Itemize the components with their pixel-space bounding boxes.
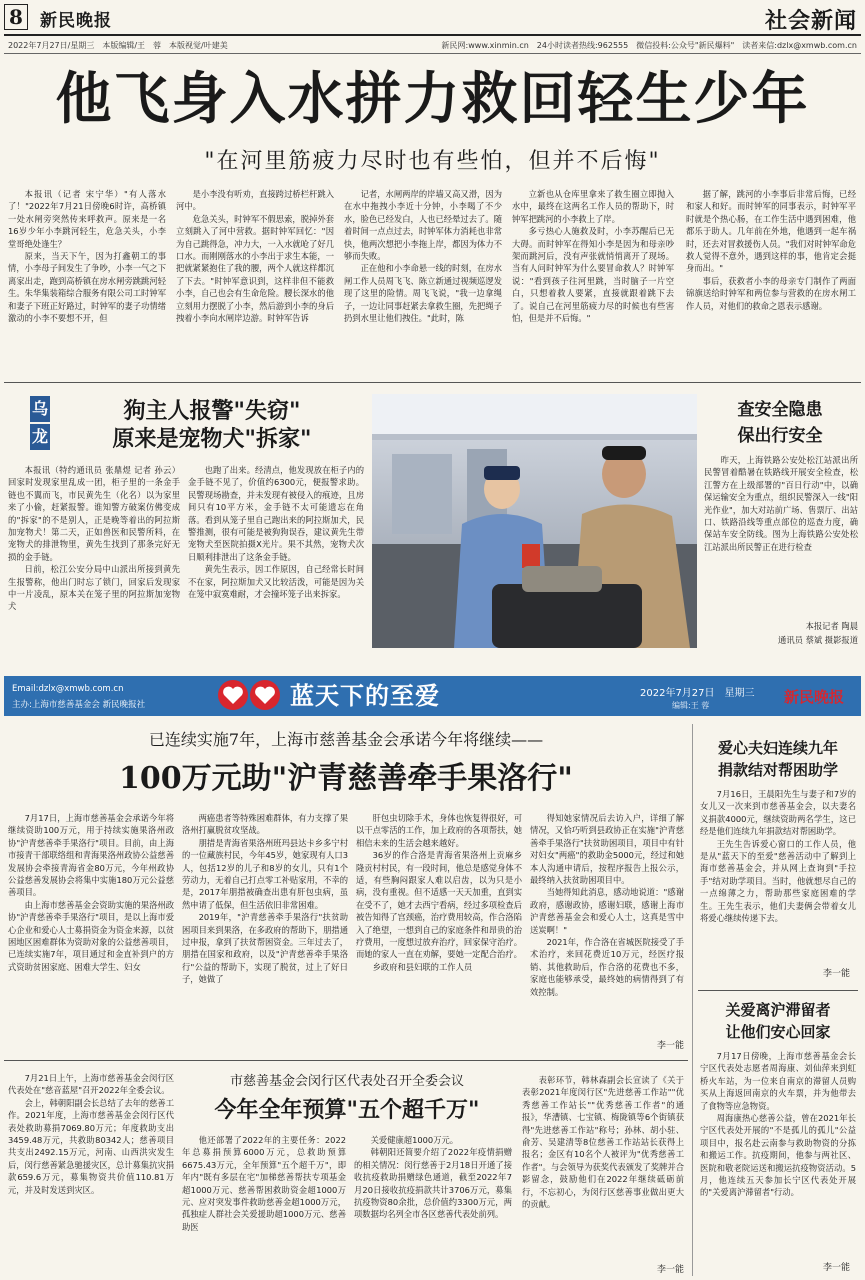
paragraph: 原来，当天下午，因为打鑫朝工的事情，小李母子间发生了争吵，小李一气之下离家出走，跑到高桥镇在房水闸旁跳跳河轻生。朱华集装箱综合服务有限公司工时钟军和妻子下班正好路过，时钟军的妻子功情绪激动的小李不要想不开，但 [8, 251, 166, 324]
sidebar-rule [698, 990, 858, 991]
paragraph: 危急关头，时钟军不假思索，脱掉外套立刻跳入了河中营救。据时钟军回忆："因为自己跳得急，冲力大，一入水就呛了好几口水。而刚刚落水的小李出于求生本能，一把就紧紧抱住了我的腰，两个人就这样都沉了下去。"时钟军意识到，这样非但不能救小李，自己也会有生命危险。腰长深水的他立刻用力摆脱了小李，然后游到小李的身后拽着小李向水闸岸边游。时钟军告诉 [176, 213, 334, 324]
paragraph: 多亏热心人施救及时，小李苏醒后已无大碍。而时钟军在得知小李是因为和母亲吵架而跳河后，没有声张就悄悄离开了现场。当有人问时钟军为什么要冒命救人？时钟军说："看到孩子往河里跳，当时脑子一片空白，只想着救人要紧，直接就跟着跳下去了。说自己在河里筋疲力尽的时候也有些害怕，但是并不后悔。" [512, 226, 674, 324]
lead-column-1: 本报讯（记者 宋宁华）"有人落水了！"2022年7月21日傍晚6时许，高桥镇一处水闸旁突然传来呼救声。原来是一名16岁少年小李跳河轻生，危急关头，小李堂哥绝处逢生？ 原来，当天下午，因为打鑫朝工的事情，小李母子间发生了争吵，小李一气之下离家出走，跑到高桥镇在房水闸旁跳跳河轻生。朱华集装箱综合服务有限公司工时钟军和妻子下班正好路过，时钟军的妻子功情绪激动的小李不要想不开，但 [8, 189, 166, 324]
security-photo [372, 394, 697, 648]
masthead-rule-2 [4, 53, 861, 54]
charity-column-4: 得知她家情况后去访入户，详细了解情况，又恰巧听到县政协正在实施"沪青慈善牵手果洛行"扶贫助困项目，项目中有针对妇女"两癌"的救助金5000元，经过和她本人沟通申请后，按程序报告上报公示，最终纳入扶贫助困项目中。 当她得知此消息，感动地说道："感谢政府，感谢政协，感谢妇联，感谢上海市沪青慈善基金会和爱心人士，这真是雪中送炭啊！" 2021年，作合洛在省城医院接受了手术治疗，来回花费近10万元，经医疗报销、其他救助后，作合洛的花费也不多，家庭也能够承受，最终她的病情得到了有效控制。 [530, 813, 684, 997]
dog-tag-bottom: 龙 [30, 424, 50, 450]
sidebar1-headline-2: 捐款结对帮困助学 [717, 761, 838, 779]
dog-tag-top: 乌 [30, 396, 50, 422]
security-photo-image [372, 394, 697, 648]
banner-paper: 新民晚报 [784, 688, 845, 706]
dog-headline-1: 狗主人报警"失窃" [123, 399, 301, 424]
lead-column-4: 立新也从仓库里拿来了救生圈立即抛入水中，最终在这两名工作人员的帮助下，时钟军把跳河的小李救上了岸。 多亏热心人施救及时，小李苏醒后已无大碍。而时钟军在得知小李是因为和母亲吵架而跳河后，没有声张就悄悄离开了现场。当有人问时钟军为什么要冒命救人？时钟军说："看到孩子往河里跳，当时脑子一片空白，只想着救人要紧，直接就跟着跳下去了。说自己在河里筋疲力尽的时候也有些害怕，但是并不后悔。" [512, 189, 674, 324]
dog-headline-2: 原来是宠物犬"拆家" [112, 427, 312, 452]
masthead-rule [4, 34, 861, 36]
sidebar2-headline-1: 关爱离沪滞留者 [725, 1001, 831, 1019]
sidebar2-body: 7月17日傍晚，上海市慈善基金会长宁区代表处志愿者周海康、刘仙萍来到虹桥火车站，为一位来自南京的滞留人员购买从上海返回南京的火车票，并为他带去了食物等应急物资。 周海康热心慈善公益，曾在2021年长宁区代表处开展的"不是孤儿的孤儿"公益项目中，报名赴云南参与救助物资的分拣和搬运工作。抗疫期间，他参与两社区、医院和敬老院运送和搬运抗疫物资活动。5月，他连续五天参加长宁区代表处开展的"关爱离沪滞留者"行动。 [700, 1051, 856, 1198]
charity-column-3: 肝包虫切除手术，身体也恢复得很好，可以干点零活的工作，加上政府的各项帮扶，她相信未来的生活会越来越好。 36岁的作合洛是青海省果洛州上贡麻乡隆贡村村民，有一段时间，他总是感觉身体不适，有些胸闷跟家人难以启齿，以为只是小病，没有重视。但不适感一天天加重，直到实在受不了，她才去西宁看病，经过多项检查后被告知得了宫颈癌，治疗费用较高，作合洛陷入了绝望，一想到自己的家庭条件和昂贵的治疗费用，一度想过放弃治疗，回家保守治疗。而她的家人一直在劝解，要她一定配合治疗。 乡政府和县妇联的工作人员 [356, 813, 522, 972]
banner-sponsor: 主办:上海市慈善基金会 新民晚报社 [12, 700, 146, 710]
lead-bottom-rule [4, 382, 861, 383]
security-body: 昨天，上海铁路公安处松江站派出所民警冒着酷暑在铁路线开展安全检查，松江警方在上级部署的"百日行动"中，以确保运输安全为重点，组织民警深入一线"阳光作业"，加大对站前广场、售票厅、出站口、铁路沿线等重点部位的巡查力度，确保站车安全防线。图为上海铁路公安处松江站派出所民警正在进行检查 [704, 455, 858, 552]
charity-headline: 100万元助"沪青慈善牵手果洛行" [119, 761, 573, 796]
security-byline-1: 本报记者 陶晨 [805, 621, 858, 631]
lead-headline: 他飞身入水拼力救回轻生少年 [55, 67, 810, 132]
paragraph: 周海康热心慈善公益，曾在2021年长宁区代表处开展的"不是孤儿的孤儿"公益项目中，报名赴云南参与救助物资的分拣和搬运工作。抗疫期间，他参与两社区、医院和敬老院运送和搬运抗疫物资活动。5月，他连续五天参加长宁区代表处开展的"关爱离沪滞留者"行动。 [700, 1113, 856, 1198]
bottom-kicker: 市慈善基金会闵行区代表处召开全委会议 [229, 1074, 464, 1089]
lead-column-2: 是小李没有听劝，直接跨过桥栏杆跳入河中。 危急关头，时钟军不假思索，脱掉外套立刻跳入了河中营救。据时钟军回忆："因为自己跳得急，冲力大，一入水就呛了好几口水。而刚刚落水的小李出于求生本能，一把就紧紧抱住了我的腰，两个人就这样都沉了下去。"时钟军意识到，这样非但不能救小李，自己也会有生命危险。腰长深水的他立刻用力摆脱了小李，然后游到小李的身后拽着小李向水闸岸边游。时钟军告诉 [176, 189, 334, 324]
paragraph: 朋措是青海省果洛州班玛县达卡乡多宁村的一位藏族村民，今年45岁，她家现有人口3人，包括12岁的儿子和8岁的女儿，只有1个劳动力，无着自己打点零工补贴家用，不幸的是，2017年朋措被确查出患有肝包虫病，虽然申请了低保，但生活依旧非常困难。 [182, 837, 348, 910]
security-headline-1: 查安全隐患 [737, 400, 823, 420]
contact-line: 新民网:www.xinmin.cn 24小时读者热线:962555 微信投料:公众号"新民爆料" 读者来信:dzlx@xmwb.com.cn [441, 41, 857, 50]
bottom-headline: 今年全年预算"五个超千万" [214, 1098, 480, 1123]
banner-editor: 编辑:王 蓉 [672, 701, 710, 710]
sidebar2-byline: 李一能 [822, 1263, 850, 1273]
paragraph: 黄先生表示，因工作原因，自己经常长时间不在家，阿拉斯加犬又比较活泼，可能是因为关在笼中寂寞难耐，才会撞坏笼子出来拆家。 [188, 564, 364, 600]
bottom-column-2: 关爱健康超1000万元。 韩朝阳还简要介绍了2022年疫情捐赠的相关情况：闵行慈善于2月18日开通了接收抗疫救助捐赠绿色通道，截至2022年7月20日接收抗疫捐款共计3706万元，募集抗疫物资80余批，总价值约3300万元，两项数据均名列全市各区慈善代表处前列。 [354, 1135, 512, 1220]
paragraph: 会上，韩朝阳副会长总结了去年的慈善工作。2021年度，上海市慈善基金会闵行区代表处救助募捐7069.80万元；年度救助支出3459.48万元，共救助80342人；慈善项目共支出2492.15万元，河南、山西洪灾发生后，闵行慈善紧急驰援灾区，总计募集抗灾捐款659.6万元，募集物资共价值110.81万元，并及时发送到灾区。 [8, 1097, 174, 1195]
paragraph: 36岁的作合洛是青海省果洛州上贡麻乡隆贡村村民，有一段时间，他总是感觉身体不适，有些胸闷跟家人难以启齿，以为只是小病，没有重视。但不适感一天天加重，直到实在受不了，她才去西宁看病，经过多项检查后被告知得了宫颈癌，治疗费用较高，作合洛陷入了绝望，一想到自己的家庭条件和昂贵的治疗费用，一度想过放弃治疗，回家保守治疗。而她的家人一直在劝解，要她一定配合治疗。 [356, 850, 522, 960]
paper-name: 新民晚报 [40, 11, 112, 31]
paragraph: 2021年，作合洛在省城医院接受了手术治疗，来回花费近10万元，经医疗报销、其他救助后，作合洛的花费也不多，家庭也能够承受，最终她的病情得到了有效控制。 [530, 937, 684, 997]
sidebar2-headline-2: 让他们安心回家 [725, 1023, 831, 1041]
security-headline-2: 保出行安全 [737, 426, 823, 446]
charity-column-1: 7月17日，上海市慈善基金会承诺今年将继续资助100万元，用于持续实施果洛州政协"沪青慈善牵手果洛行"项目。目前，由上海市接青干部联络组和青海果洛州政协公益慈善发展协会牵接青海省金80万元，今年州政协公益慈善发展协会将集中实施180万元公益慈善项目。 由上海市慈善基金会资助实施的果洛州政协"沪青慈善牵手果洛行"项目，是以上海市爱心企业和爱心人士募捐资金为资金来源，以贫困地区困难群体为资助对象的公益慈善项目，已连续实施7年，项目通过和金直补到户的方式资助贫困家庭、困难大学生、妇女 [8, 813, 174, 972]
charity-kicker: 已连续实施7年，上海市慈善基金会承诺今年将继续—— [148, 730, 544, 749]
charity-column-2: 两癌患者等特殊困难群体，有力支撑了果洛州打赢脱贫攻坚战。 朋措是青海省果洛州班玛县达卡乡多宁村的一位藏族村民，今年45岁，她家现有人口3人，包括12岁的儿子和8岁的女儿，只有1个劳动力，无着自己打点零工补贴家用，不幸的是，2017年朋措被确查出患有肝包虫病，虽然申请了低保，但生活依旧非常困难。 2019年，"沪青慈善牵手果洛行"扶贫助困项目来到果洛，在多政府的帮助下，朋措通过申报，拿到了扶贫帮困资金。三年过去了，朋措在国家和政府，以及"沪青慈善牵手果洛行"公益的帮助下，实现了脱贫，过上了好日子，她做了 [182, 813, 348, 985]
banner-heart-icon-2 [250, 680, 280, 710]
sidebar-divider [692, 724, 693, 1276]
lead-column-3: 记者，水闸两岸的岸墙又高又滑，因为在水中拖拽小李近十分钟，小李喝了不少水，脸色已经发白，人也已经晕过去了。随着时间一点点过去，时钟军体力消耗也非常快，他两次想把小李拖上岸，都因为体力不够而失败。 正在他和小李命悬一线的时刻，在房水闸工作人员周飞飞、陈立新通过视频巡逻发现了这里的险情。周飞飞说，"我一边拿绳子，一边让同事赶紧去拿救生圈，先把绳子扔到水里让他们拽住。"此时，陈 [344, 189, 502, 324]
dog-column-1: 本报讯（特约通讯员 张鼎煜 记者 孙云）回家时发现家里乱成一团，柜子里的一条金手链也不翼而飞，市民黄先生（化名）以为家里来了小偷，赶紧报警。谁知警方破案仿佛变成的"拆家"的不是别人，正是晚等着出的阿拉斯加宠物犬！第二天，正如兽医和民警所料，在宠物犬的排泄物里，黄先生找到了那条完好无损的金手链。 日前，松江公安分局中山派出所接到黄先生报警称，他出门时忘了锁门，回家后发现家中一片凌乱，原本关在笼子里的阿拉斯加宠物犬 [8, 465, 180, 612]
dog-column-2: 也跑了出来。经清点，他发现放在柜子内的金手链不见了，价值约6300元，便报警求助。民警现场勘查，并未发现有被侵入的痕迹，且房间只有10平方米，金手链不太可能遗忘在角落。看到从笼子里自己跑出来的阿拉斯加犬，民警推测，很有可能是被狗狗误吞，建议黄先生带宠物犬至医院拍摄X光片。果不其然，宠物犬次日顺利排泄出了这条金手链。 黄先生表示，因工作原因，自己经常长时间不在家，阿拉斯加犬又比较活泼，可能是因为关在笼中寂寞难耐，才会撞坏笼子出来拆家。 [188, 465, 364, 600]
security-byline-2: 通讯员 蔡斌 摄影报道 [778, 635, 858, 645]
lead-column-5: 据了解，跳河的小李事后非常后悔，已经和家人和好。而时钟军的同事表示，时钟军平时就是个热心肠，在工作生活中遇到困难，他都乐于助人。几年前在外地，他遇到一起车祸时，还去对冒救援伤人员。"我们对时钟军命危救人觉得不意外，遇到这样的事，他肯定会挺身而出。" 事后，获救者小李的母亲专门制作了两面锦旗送给时钟军和两位参与营救的在房水闸工作人员，对他们的救命之恩表示感谢。 [686, 189, 856, 311]
sidebar1-body: 7月16日，王晨阳先生与妻子和7岁的女儿又一次来到市慈善基金会，以夫妻名义捐款4000元，继续资助两名学生，这已经是他们连续九年捐款结对帮困助学。 王先生告诉爱心窗口的工作人员，他是从"蓝天下的至爱"慈善活动中了解到上海市慈善基金会，并从网上查询到"手拉手"结对助学项目。当时，他就想尽自己的一点绵薄之力，帮助那些家庭困难的学生。王先生表示，他们夫妻俩会带着女儿将爱心继续传递下去。 [700, 789, 856, 924]
paragraph: 韩朝阳还简要介绍了2022年疫情捐赠的相关情况：闵行慈善于2月18日开通了接收抗疫救助捐赠绿色通道，截至2022年7月20日接收抗疫捐款共计3706万元，募集抗疫物资80余批，总价值约3300万元，两项数据均名列全市各区慈善代表处前列。 [354, 1147, 512, 1220]
bottom-rule [4, 1060, 688, 1061]
paragraph: 2019年，"沪青慈善牵手果洛行"扶贫助困项目来到果洛，在多政府的帮助下，朋措通过申报，拿到了扶贫帮困资金。三年过去了，朋措在国家和政府，以及"沪青慈善牵手果洛行"公益的帮助下，实现了脱贫，过上了好日子，她做了 [182, 912, 348, 985]
banner-email: Email:dzlx@xmwb.com.cn [12, 684, 124, 694]
banner-date: 2022年7月27日 星期三 [640, 688, 755, 699]
paragraph: 乡政府和县妇联的工作人员 [372, 961, 473, 972]
section-title: 社会新闻 [764, 9, 857, 34]
lead-subheadline: "在河里筋疲力尽时也有些怕，但并不后悔" [204, 149, 661, 174]
banner-title: 蓝天下的至爱 [290, 682, 440, 710]
paragraph: 事后，获救者小李的母亲专门制作了两面锦旗送给时钟军和两位参与营救的在房水闸工作人员，对他们的救命之恩表示感谢。 [686, 275, 856, 311]
date-line: 2022年7月27日/星期三 本版编辑/王 蓉 本版视觉/叶建美 [8, 41, 228, 50]
page-number: 8 [9, 5, 23, 29]
bottom-left-body: 7月21日上午，上海市慈善基金会闵行区代表处在"慈音蓝屋"召开2022年全委会议。 会上，韩朝阳副会长总结了去年的慈善工作。2021年度，上海市慈善基金会闵行区代表处救助募捐7069.80万元；年度救助支出3459.48万元，共救助80342人；慈善项目共支出2492.15万元，河南、山西洪灾发生后，闵行慈善紧急驰援灾区，总计募集抗灾捐款659.6万元，募集物资共价值110.81万元，并及时发送到灾区。 [8, 1073, 174, 1195]
bottom-column-3: 表彰环节，韩林森副会长宣读了《关于表彰2021年度闵行区"先进慈善工作站""优秀慈善工作站长""优秀慈善工作者"的通报》，华漕镇、七宝镇、梅陇镇等6个街镇获得"先进慈善工作站"称号；孙林、胡小驻、俞芳、吴建清等8位慈善工作站站长获得上报名；金区有10名个人被评为"优秀慈善工作者"。与会领导为获奖代表颁发了奖牌并合影留念，鼓励他们在2022年继续砥砺前行，不忘初心，为闵行区慈善事业做出更大的贡献。 [522, 1075, 684, 1210]
charity-byline: 李一能 [656, 1041, 684, 1051]
banner-heart-icon [218, 680, 248, 710]
sidebar1-byline: 李一能 [822, 969, 850, 979]
paragraph: 当她得知此消息，感动地说道："感谢政府，感谢政协，感谢妇联，感谢上海市沪青慈善基金会和爱心人士，这真是雪中送炭啊！" [530, 887, 684, 935]
paragraph: 正在他和小李命悬一线的时刻，在房水闸工作人员周飞飞、陈立新通过视频巡逻发现了这里的险情。周飞飞说，"我一边拿绳子，一边让同事赶紧去拿救生圈，先把绳子扔到水里让他们拽住。"此时，陈 [344, 263, 502, 324]
paragraph: 王先生告诉爱心窗口的工作人员，他是从"蓝天下的至爱"慈善活动中了解到上海市慈善基金会，并从网上查询到"手拉手"结对助学项目。当时，他就想尽自己的一点绵薄之力，帮助那些家庭困难的学生。王先生表示，他们夫妻俩会带着女儿将爱心继续传递下去。 [700, 838, 856, 924]
paragraph: 由上海市慈善基金会资助实施的果洛州政协"沪青慈善牵手果洛行"项目，是以上海市爱心企业和爱心人士募捐资金为资金来源，以贫困地区困难群体为资助对象的公益慈善项目，已连续实施7年，项目通过和金直补到户的方式资助贫困家庭、困难大学生、妇女 [8, 899, 174, 972]
paragraph: 日前，松江公安分局中山派出所接到黄先生报警称，他出门时忘了锁门，回家后发现家中一片凌乱，原本关在笼子里的阿拉斯加宠物犬 [8, 564, 180, 612]
bottom-column-1: 他还部署了2022年的主要任务：2022年总募捐预算6000万元，总救助预算6675.43万元，全年预算"五个超千万"，即年内"既有多层在宅"加梯慈善帮扶专项基金超1000万元、慈善帮困救助资金超1000万元、应对突发事件救助慈善金超1000万元，孤独症人群社会关爱援助超1000万元、慈善助医 [182, 1135, 346, 1232]
sidebar1-headline-1: 爱心夫妇连续九年 [717, 739, 838, 757]
bottom-byline: 李一能 [656, 1265, 684, 1275]
